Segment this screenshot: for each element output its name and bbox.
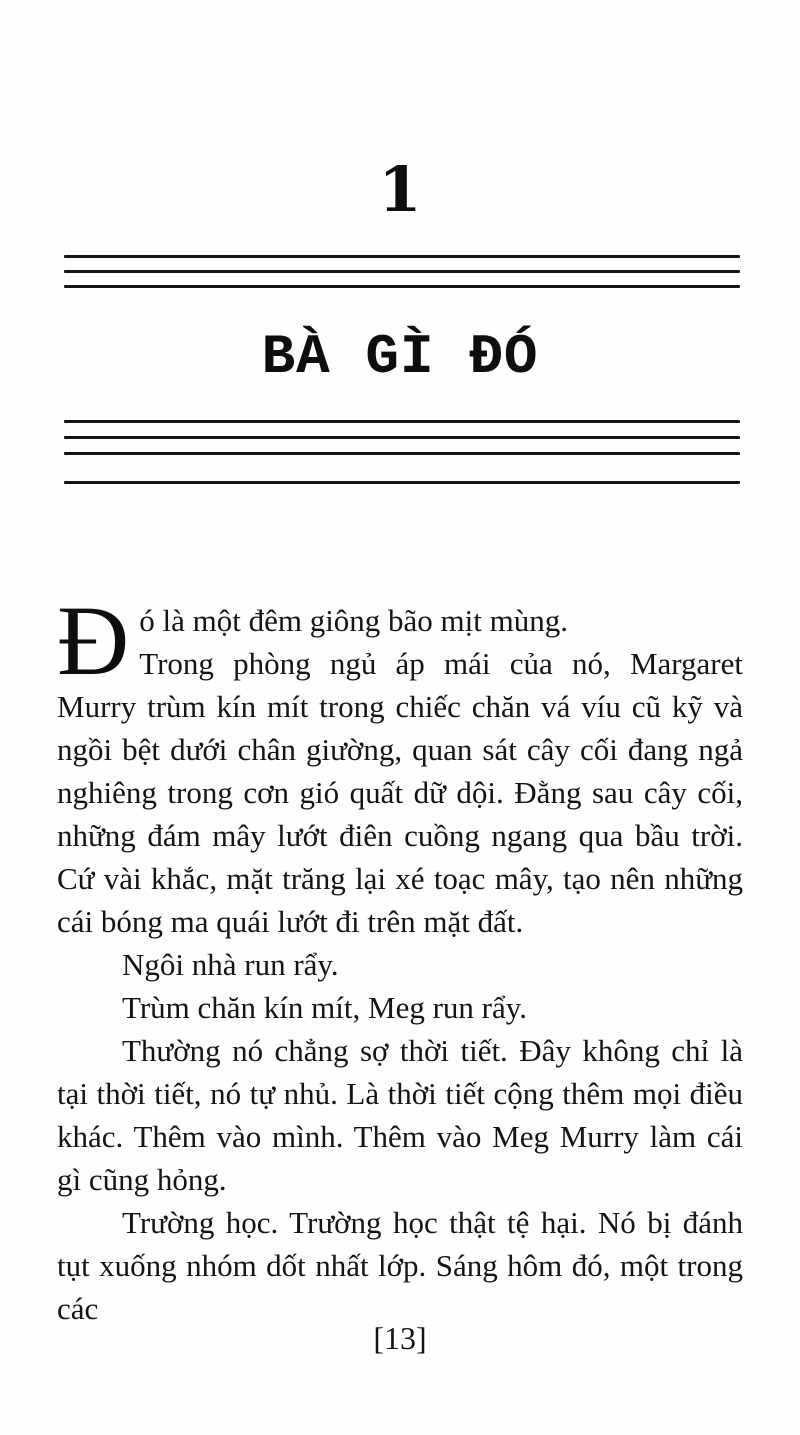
- divider-rule: [64, 270, 740, 273]
- divider-rule: [64, 255, 740, 258]
- ornamental-rules-top: [64, 255, 740, 300]
- paragraph: Trong phòng ngủ áp mái của nó, Margaret Murry trùm kín mít trong chiếc chăn vá víu cũ kỹ và ngồi bệt dưới chân giường, quan sát cây cối đang ngả nghiêng trong cơn gió quất dữ dội. Đằng sau cây cối, những đám mây lướt điên cuồng ngang qua bầu trời. Cứ vài khắc, mặt trăng lại xé toạc mây, tạo nên những cái bóng ma quái lướt đi trên mặt đất.: [57, 646, 743, 939]
- ornamental-rules-bottom: [64, 420, 740, 484]
- chapter-number: 1: [378, 153, 422, 226]
- drop-cap: Đ: [57, 585, 130, 696]
- chapter-title: BÀ GÌ ĐÓ: [261, 325, 539, 389]
- paragraph: Trường học. Trường học thật tệ hại. Nó bị đánh tụt xuống nhóm dốt nhất lớp. Sáng hôm đó, một trong các: [57, 1205, 743, 1326]
- divider-rule: [64, 285, 740, 288]
- page-number: [13]: [373, 1320, 427, 1356]
- divider-rule: [64, 436, 740, 439]
- divider-rule: [64, 452, 740, 455]
- paragraph: ó là một đêm giông bão mịt mùng.: [139, 603, 569, 638]
- body-text: [57, 585, 743, 1330]
- paragraph: Thường nó chẳng sợ thời tiết. Đây không chỉ là tại thời tiết, nó tự nhủ. Là thời tiết cộng thêm mọi điều khác. Thêm vào mình. Thêm vào Meg Murry làm cái gì cũng hỏng.: [57, 1033, 743, 1197]
- divider-rule: [64, 481, 740, 484]
- paragraph: Trùm chăn kín mít, Meg run rẩy.: [122, 990, 527, 1025]
- divider-rule: [64, 420, 740, 423]
- paragraph: Ngôi nhà run rẩy.: [122, 947, 339, 982]
